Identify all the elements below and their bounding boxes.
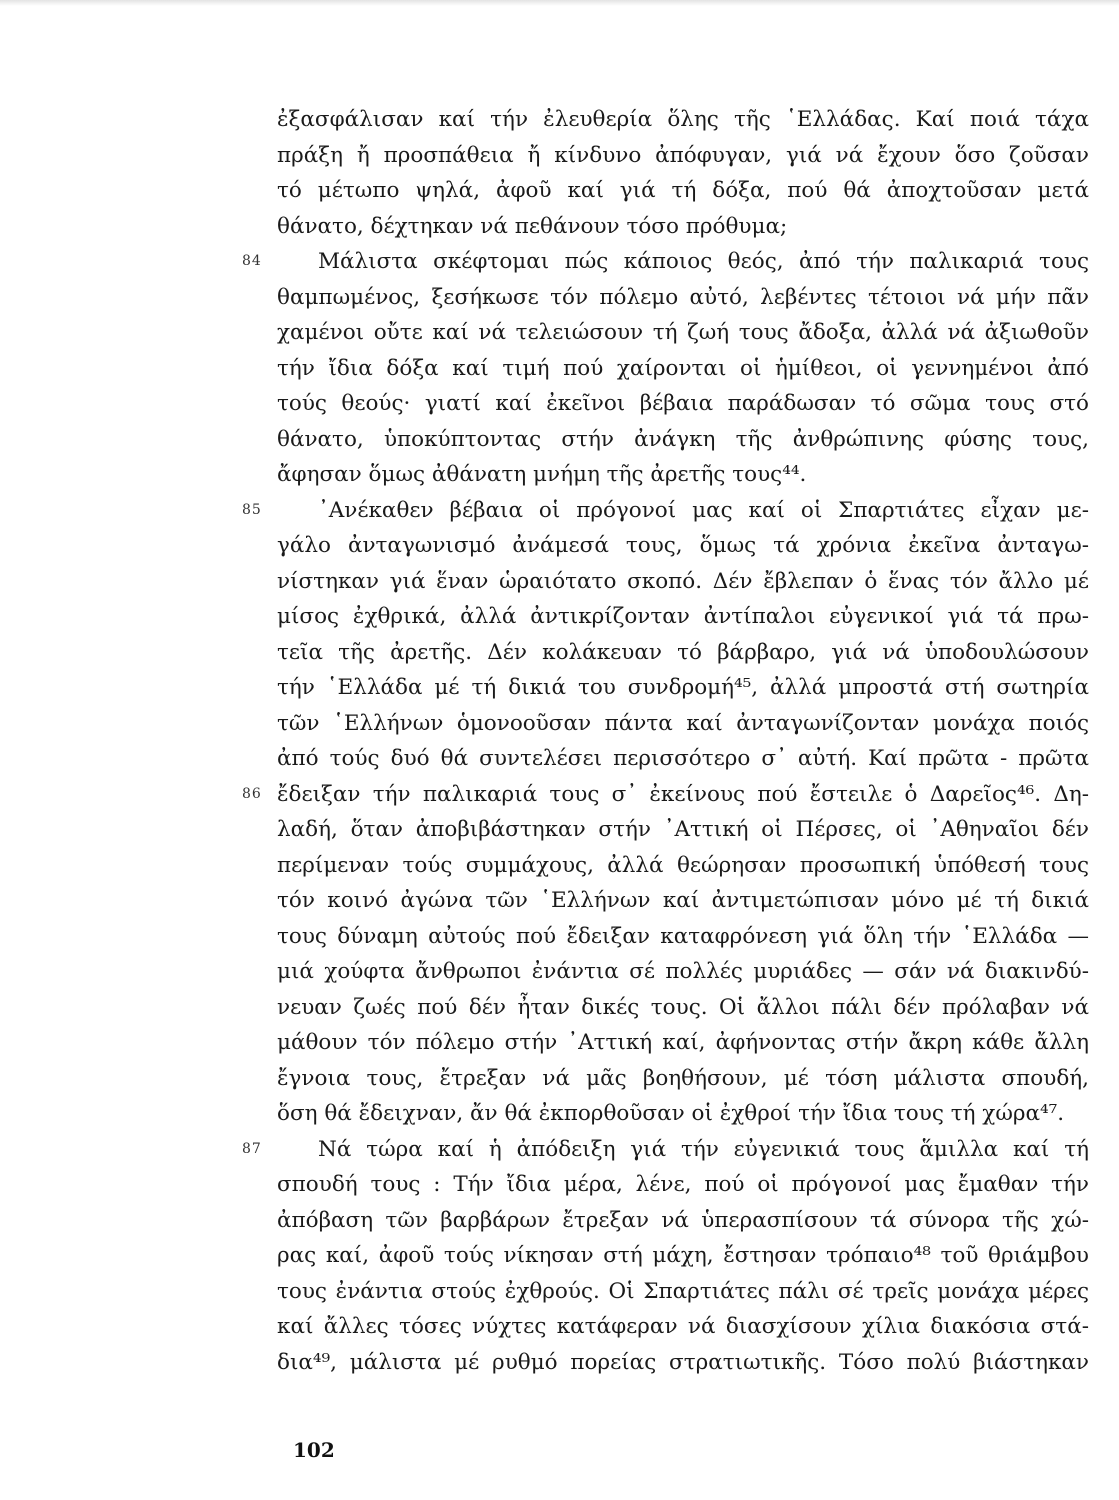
line-text: σπουδή τους : Τήν ἴδια μέρα, λένε, πού οἱ πρόγονοί μας ἔμαθαν τήν — [277, 1172, 1089, 1197]
line-text: ὅση θά ἔδειχναν, ἄν θά ἐκπορθοῦσαν οἱ ἐχθροί τήν ἴδια τους τή χώρα⁴⁷. — [277, 1101, 1065, 1126]
text-line — [0, 1203, 1119, 1239]
line-text: τόν κοινό ἀγώνα τῶν ῾Ελλήνων καί ἀντιμετώπισαν μόνο μέ τή δικιά — [277, 888, 1089, 913]
text-line — [0, 1274, 1119, 1310]
margin-section-number: 87 — [242, 1140, 262, 1157]
line-text: πράξη ἤ προσπάθεια ἤ κίνδυνο ἀπόφυγαν, γιά νά ἔχουν ὅσο ζοῦσαν — [277, 142, 1089, 168]
text-line — [0, 954, 1119, 990]
line-text: τους ἐνάντια στούς ἐχθρούς. Οἱ Σπαρτιάτες πάλι σέ τρεῖς μονάχα μέρες — [277, 1278, 1089, 1304]
text-line — [0, 848, 1119, 884]
line-text: ᾿Ανέκαθεν βέβαια οἱ πρόγονοί μας καί οἱ Σπαρτιάτες εἶχαν με- — [318, 497, 1089, 523]
text-line — [0, 351, 1119, 387]
line-text: χαμένοι οὔτε καί νά τελειώσουν τή ζωή τους ἄδοξα, ἀλλά νά ἀξιωθοῦν — [277, 320, 1089, 345]
text-line — [0, 635, 1119, 671]
line-text: θάνατο, ὑποκύπτοντας στήν ἀνάγκη τῆς ἀνθρώπινης φύσης τους, — [277, 426, 1089, 452]
line-text: μάθουν τόν πόλεμο στήν ᾿Αττική καί, ἀφήνοντας στήν ἄκρη κάθε ἄλλη — [277, 1030, 1089, 1055]
text-line — [0, 706, 1119, 742]
line-text: Μάλιστα σκέφτομαι πώς κάποιος θεός, ἀπό τήν παλικαριά τους — [318, 249, 1089, 274]
line-text: ἔγνοια τους, ἔτρεξαν νά μᾶς βοηθήσουν, μέ τόση μάλιστα σπουδή, — [277, 1065, 1089, 1091]
line-text: ἔδειξαν τήν παλικαριά τους σ᾿ ἐκείνους πού ἔστειλε ὁ Δαρεῖος⁴⁶. Δη- — [277, 781, 1089, 807]
text-line — [0, 244, 1119, 280]
text-line — [0, 280, 1119, 316]
text-line — [0, 990, 1119, 1026]
text-line — [0, 1096, 1119, 1132]
margin-section-number: 86 — [242, 785, 262, 802]
line-text: ρας καί, ἀφοῦ τούς νίκησαν στή μάχη, ἔστησαν τρόπαιο⁴⁸ τοῦ θριάμβου — [277, 1243, 1089, 1268]
text-line — [0, 1345, 1119, 1381]
text-line — [0, 1167, 1119, 1203]
margin-section-number: 85 — [242, 501, 262, 518]
text-line — [0, 599, 1119, 635]
line-text: τούς θεούς· γιατί καί ἐκεῖνοι βέβαια παράδωσαν τό σῶμα τους στό — [277, 391, 1089, 416]
line-text: τεῖα τῆς ἀρετῆς. Δέν κολάκευαν τό βάρβαρο, γιά νά ὑποδουλώσουν — [277, 639, 1089, 665]
text-line — [0, 883, 1119, 919]
line-text: ἄφησαν ὅμως ἀθάνατη μνήμη τῆς ἀρετῆς τους⁴⁴. — [277, 462, 807, 487]
text-line — [0, 315, 1119, 351]
page-text-block — [0, 102, 1119, 1380]
text-line — [0, 386, 1119, 422]
line-text: νίστηκαν γιά ἕναν ὡραιότατο σκοπό. Δέν ἔβλεπαν ὁ ἕνας τόν ἄλλο μέ — [277, 568, 1089, 594]
line-text: ἀπό τούς δυό θά συντελέσει περισσότερο σ᾿ αὐτή. Καί πρῶτα - πρῶτα — [277, 746, 1089, 771]
line-text: λαδή, ὅταν ἀποβιβάστηκαν στήν ᾿Αττική οἱ Πέρσες, οἱ ᾿Αθηναῖοι δέν — [277, 817, 1089, 842]
text-line — [0, 564, 1119, 600]
line-text: Νά τώρα καί ἡ ἀπόδειξη γιά τήν εὐγενικιά τους ἅμιλλα καί τή — [318, 1136, 1089, 1162]
text-line — [0, 102, 1119, 138]
text-line — [0, 1238, 1119, 1274]
line-text: τήν ῾Ελλάδα μέ τή δικιά του συνδρομή⁴⁵, ἀλλά μπροστά στή σωτηρία — [277, 675, 1089, 700]
text-line — [0, 138, 1119, 174]
line-text: τήν ἴδια δόξα καί τιμή πού χαίρονται οἱ ἡμίθεοι, οἱ γεννημένοι ἀπό — [277, 355, 1089, 381]
text-line — [0, 422, 1119, 458]
text-line — [0, 173, 1119, 209]
line-text: τῶν ῾Ελλήνων ὁμονοοῦσαν πάντα καί ἀνταγωνίζονταν μονάχα ποιός — [277, 710, 1089, 736]
line-text: τους δύναμη αὐτούς πού ἔδειξαν καταφρόνεση γιά ὅλη τήν ῾Ελλάδα — — [277, 923, 1089, 949]
text-line — [0, 812, 1119, 848]
line-text: θαμπωμένος, ξεσήκωσε τόν πόλεμο αὐτό, λεβέντες τέτοιοι νά μήν πᾶν — [277, 284, 1089, 310]
line-text: γάλο ἀνταγωνισμό ἀνάμεσά τους, ὅμως τά χρόνια ἐκεῖνα ἀνταγω- — [277, 533, 1089, 558]
text-line — [0, 741, 1119, 777]
text-line — [0, 919, 1119, 955]
line-text: μίσος ἐχθρικά, ἀλλά ἀντικρίζονταν ἀντίπαλοι εὐγενικοί γιά τά πρω- — [277, 604, 1089, 629]
text-line — [0, 1061, 1119, 1097]
line-text: ἀπόβαση τῶν βαρβάρων ἔτρεξαν νά ὑπερασπίσουν τά σύνορα τῆς χώ- — [277, 1207, 1089, 1233]
line-text: μιά χούφτα ἄνθρωποι ἐνάντια σέ πολλές μυριάδες — σάν νά διακινδύ- — [277, 959, 1089, 984]
text-line — [0, 670, 1119, 706]
line-text: περίμεναν τούς συμμάχους, ἀλλά θεώρησαν προσωπική ὑπόθεσή τους — [277, 852, 1089, 878]
text-line — [0, 493, 1119, 529]
text-line — [0, 528, 1119, 564]
text-line — [0, 777, 1119, 813]
line-text: δια⁴⁹, μάλιστα μέ ρυθμό πορείας στρατιωτικῆς. Τόσο πολύ βιάστηκαν — [277, 1349, 1089, 1375]
text-line — [0, 209, 1119, 245]
line-text: καί ἄλλες τόσες νύχτες κατάφεραν νά διασχίσουν χίλια διακόσια στά- — [277, 1314, 1089, 1339]
line-text: θάνατο, δέχτηκαν νά πεθάνουν τόσο πρόθυμα; — [277, 213, 788, 239]
page-top-edge — [0, 0, 1119, 6]
line-text: ἐξασφάλισαν καί τήν ἐλευθερία ὅλης τῆς ῾Ελλάδας. Καί ποιά τάχα — [277, 107, 1089, 132]
line-text: νευαν ζωές πού δέν ἦταν δικές τους. Οἱ ἄλλοι πάλι δέν πρόλαβαν νά — [277, 994, 1089, 1020]
text-line — [0, 1309, 1119, 1345]
page-number: 102 — [293, 1438, 335, 1462]
line-text: τό μέτωπο ψηλά, ἀφοῦ καί γιά τή δόξα, πού θά ἀποχτοῦσαν μετά — [277, 178, 1089, 203]
text-line — [0, 457, 1119, 493]
text-line — [0, 1132, 1119, 1168]
margin-section-number: 84 — [242, 253, 262, 269]
text-line — [0, 1025, 1119, 1061]
